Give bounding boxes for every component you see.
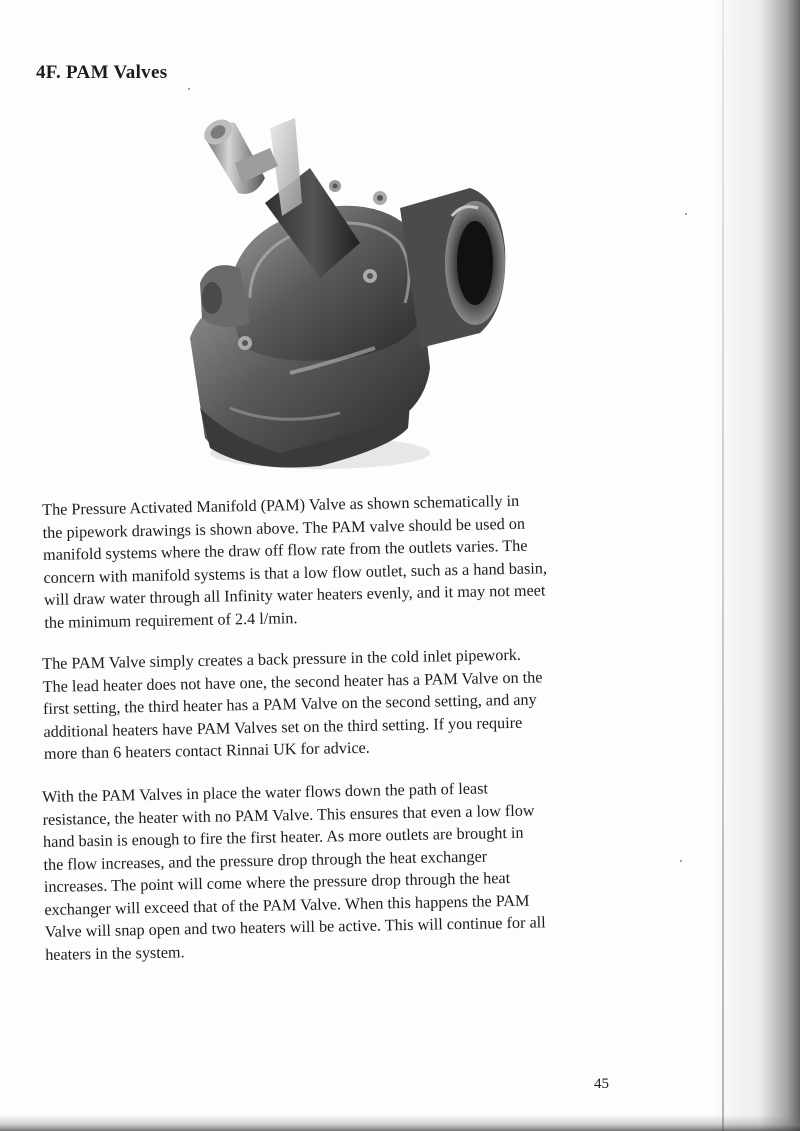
text-line: the pipework drawings is shown above. The PAM valve should be used on [42, 514, 526, 542]
text-line: will draw water through all Infinity water heaters evenly, and it may not meet [43, 581, 546, 609]
text-line: The lead heater does not have one, the second heater has a PAM Valve on the [42, 667, 543, 696]
paragraph-pam-operation [42, 774, 645, 965]
page-edge-line [722, 0, 724, 1131]
text-line: the minimum requirement of 2.4 l/min. [44, 608, 298, 632]
text-line: With the PAM Valves in place the water flows down the path of least [42, 779, 489, 806]
text-line: the flow increases, and the pressure drop through the heat exchanger [43, 846, 488, 874]
scan-bottom-edge [0, 1115, 800, 1131]
section-heading: 4F. PAM Valves [36, 62, 168, 83]
text-line: heaters in the system. [45, 942, 185, 964]
scan-speck [685, 213, 687, 215]
text-line: Valve will snap open and two heaters will be active. This will continue for all [44, 913, 546, 941]
page-number: 45 [594, 1076, 609, 1092]
text-line: increases. The point will come where the pressure drop through the heat [43, 869, 511, 896]
paragraph-pam-settings [42, 641, 644, 765]
text-line: manifold systems where the draw off flow rate from the outlets varies. The [42, 536, 528, 564]
scan-speck [680, 860, 682, 862]
text-line: concern with manifold systems is that a low flow outlet, such as a hand basin, [43, 558, 548, 587]
text-line: more than 6 heaters contact Rinnai UK for advice. [43, 738, 370, 763]
text-line: exchanger will exceed that of the PAM Valve. When this happens the PAM [44, 891, 530, 919]
scan-speck [188, 88, 190, 90]
paragraph-pam-overview [42, 487, 644, 633]
text-line: resistance, the heater with no PAM Valve. This ensures that even a low flow [42, 801, 535, 829]
text-line: additional heaters have PAM Valves set on the third setting. If you require [43, 713, 523, 741]
pam-valve-photo [170, 108, 510, 478]
text-line: hand basin is enough to fire the first heater. As more outlets are brought in [42, 823, 524, 851]
text-line: The Pressure Activated Manifold (PAM) Valve as shown schematically in [42, 491, 520, 519]
text-line: The PAM Valve simply creates a back pressure in the cold inlet pipework. [42, 645, 522, 673]
text-line: first setting, the third heater has a PAM Valve on the second setting, and any [42, 690, 537, 718]
